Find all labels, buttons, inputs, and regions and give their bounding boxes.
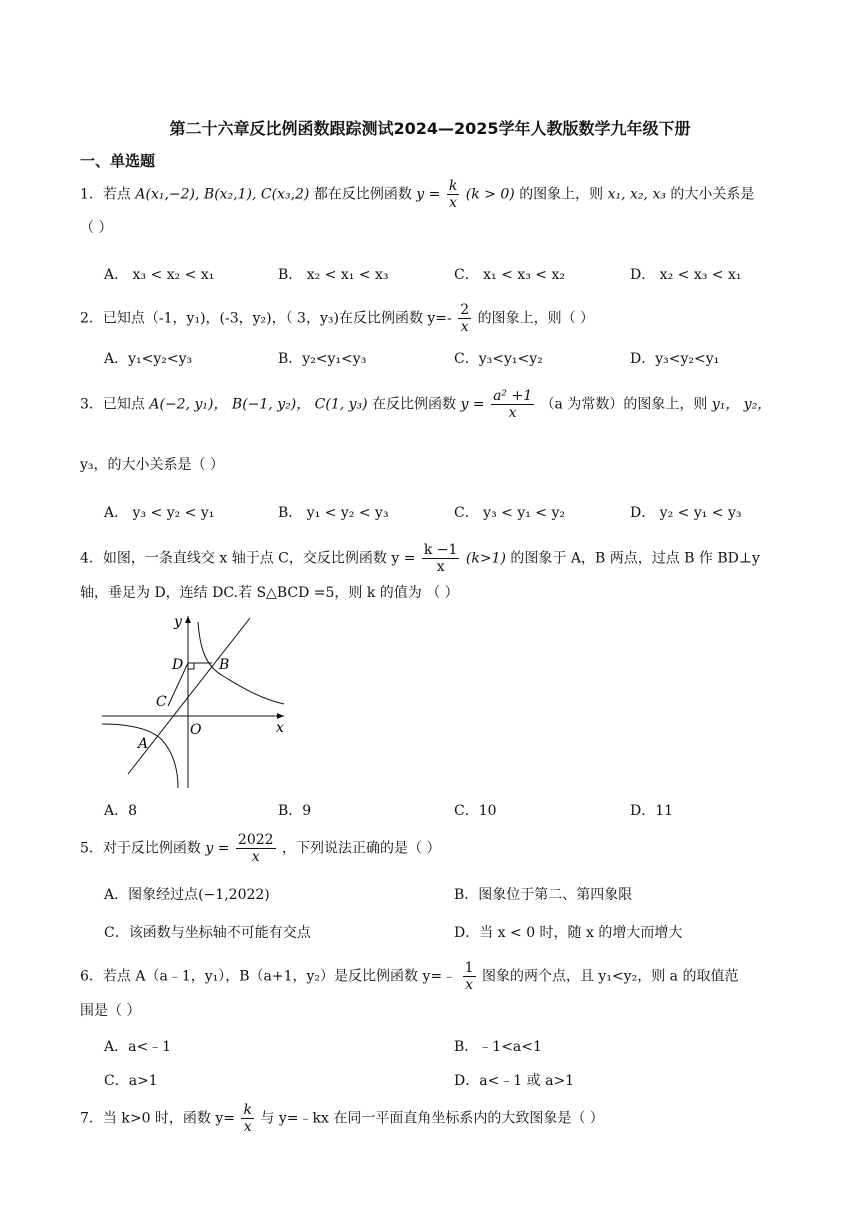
option-a[interactable]: A． y₃ < y₂ < y₁ bbox=[104, 505, 215, 521]
section-heading: 一、单选题 bbox=[80, 152, 156, 170]
q1-text: 的大小关系是 bbox=[670, 186, 755, 203]
q6-text: 6．若点 A（a﹣1，y₁），B（a+1，y₂）是反比例函数 y=﹣ bbox=[80, 968, 457, 985]
q4-condition: (k>1) bbox=[465, 550, 506, 567]
x-axis-arrow bbox=[277, 713, 284, 719]
q1-fraction: $\frac{k}{x}$ bbox=[448, 178, 458, 211]
option-d[interactable]: D．a<﹣1 或 a>1 bbox=[454, 1073, 575, 1089]
q3-options bbox=[104, 502, 810, 524]
option-d[interactable]: D．y₃<y₂<y₁ bbox=[630, 351, 720, 367]
option-c[interactable]: C．10 bbox=[454, 803, 497, 819]
page-title: 第二十六章反比例函数跟踪测试2024—2025学年人教版数学九年级下册 bbox=[169, 119, 691, 138]
option-b[interactable]: B．﹣1<a<1 bbox=[454, 1039, 542, 1055]
q4-function-lhs: y = bbox=[391, 550, 416, 567]
label-a: A bbox=[138, 736, 149, 752]
option-a[interactable]: A．a<﹣1 bbox=[104, 1039, 172, 1055]
q5-text: 5．对于反比例函数 bbox=[80, 840, 201, 857]
question-6-line2: 围是（ ） bbox=[80, 1003, 141, 1019]
q4-fraction: $\frac{k -1}{x}$ bbox=[423, 542, 458, 575]
answer-paren: （ ） bbox=[80, 220, 113, 236]
q3-variables: y₁， y₂， bbox=[711, 396, 772, 413]
q4-figure bbox=[98, 610, 290, 792]
q1-function-lhs: y = bbox=[416, 186, 441, 203]
option-a[interactable]: A．y₁<y₂<y₃ bbox=[104, 351, 193, 367]
option-b[interactable]: B．y₂<y₁<y₃ bbox=[278, 351, 367, 367]
option-d[interactable]: D． x₂ < x₃ < x₁ bbox=[630, 267, 742, 283]
option-b[interactable]: B． x₂ < x₁ < x₃ bbox=[278, 267, 389, 283]
q4-options bbox=[104, 800, 810, 822]
q6-options-row1 bbox=[104, 1036, 810, 1058]
option-d[interactable]: D．当 x < 0 时，随 x 的增大而增大 bbox=[454, 925, 683, 941]
q5-options-row1 bbox=[104, 884, 810, 906]
label-b: B bbox=[219, 657, 230, 673]
option-c[interactable]: C． x₁ < x₃ < x₂ bbox=[454, 267, 565, 283]
label-d: D bbox=[172, 657, 184, 673]
q7-text: 7．当 k>0 时，函数 y= bbox=[80, 1110, 236, 1127]
q1-options bbox=[104, 264, 810, 286]
label-y: y bbox=[174, 614, 182, 630]
question-4-line2: 轴，垂足为 D，连结 DC.若 S△BCD =5，则 k 的值为 （ ） bbox=[80, 585, 459, 601]
option-c[interactable]: C．该函数与坐标轴不可能有交点 bbox=[104, 925, 311, 941]
question-4 bbox=[80, 542, 810, 575]
option-d[interactable]: D． y₂ < y₁ < y₃ bbox=[630, 505, 742, 521]
right-angle-mark bbox=[188, 663, 194, 669]
label-o: O bbox=[190, 722, 202, 738]
q7-text: 与 y=﹣kx 在同一平面直角坐标系内的大致图象是（ ） bbox=[260, 1110, 604, 1127]
q5-options-row2 bbox=[104, 922, 810, 944]
q3-text: 在反比例函数 bbox=[372, 396, 457, 413]
q4-text: 4．如图，一条直线交 x 轴于点 C，交反比例函数 bbox=[80, 550, 387, 567]
q7-fraction: $\frac{k}{x}$ bbox=[243, 1102, 252, 1135]
q2-options bbox=[104, 348, 810, 370]
q4-text: 的图象于 A，B 两点，过点 B 作 BD⊥y bbox=[510, 550, 760, 567]
question-7 bbox=[80, 1102, 810, 1135]
option-b[interactable]: B． y₁ < y₂ < y₃ bbox=[278, 505, 389, 521]
q3-function-lhs: y = bbox=[460, 396, 485, 413]
q1-text: 都在反比例函数 bbox=[313, 186, 412, 203]
q2-text: 2．已知点（-1，y₁)，(-3，y₂)，（ 3，y₃)在反比例函数 y=- bbox=[80, 310, 452, 327]
question-3 bbox=[80, 388, 810, 421]
option-a[interactable]: A．8 bbox=[104, 803, 138, 819]
q5-text: ，下列说法正确的是（ ） bbox=[282, 840, 441, 857]
option-c[interactable]: C．a>1 bbox=[104, 1073, 158, 1089]
q6-text: 图象的两个点，且 y₁<y₂，则 a 的取值范 bbox=[481, 968, 739, 985]
question-6 bbox=[80, 960, 810, 993]
q1-text: 的图象上，则 bbox=[519, 186, 604, 203]
option-a[interactable]: A． x₃ < x₂ < x₁ bbox=[104, 267, 215, 283]
option-b[interactable]: B．9 bbox=[278, 803, 312, 819]
q2-fraction: $\frac{2}{x}$ bbox=[460, 302, 470, 335]
option-c[interactable]: C． y₃ < y₁ < y₂ bbox=[454, 505, 565, 521]
q3-text: （a 为常数）的图象上，则 bbox=[540, 396, 708, 413]
option-d[interactable]: D．11 bbox=[630, 803, 674, 819]
q6-fraction: $\frac{1}{x}$ bbox=[464, 960, 474, 993]
question-3-line2: y₃，的大小关系是（ ） bbox=[80, 457, 224, 473]
label-c: C bbox=[156, 694, 167, 710]
question-2 bbox=[80, 302, 810, 335]
q1-variables: x₁, x₂, x₃ bbox=[607, 186, 666, 203]
question-1 bbox=[80, 178, 810, 239]
q1-points: A(x₁,−2), B(x₂,1), C(x₃,2) bbox=[135, 186, 310, 203]
curve-quadrant-3 bbox=[102, 724, 178, 788]
q5-fraction: $\frac{2022}{x}$ bbox=[237, 832, 274, 865]
q3-fraction: $\frac{\text{a² +1}}{x}$ bbox=[493, 388, 533, 421]
option-c[interactable]: C．y₃<y₁<y₂ bbox=[454, 351, 543, 367]
q6-options-row2 bbox=[104, 1070, 810, 1092]
q2-text: 的图象上，则（ ） bbox=[477, 310, 595, 327]
q5-function-lhs: y = bbox=[205, 840, 230, 857]
q3-text: 3．已知点 bbox=[80, 396, 145, 413]
y-axis-arrow bbox=[185, 616, 191, 623]
q1-condition: (k > 0) bbox=[465, 186, 515, 203]
q3-points: A(−2, y₁)， B(−1, y₂)， C(1, y₃) bbox=[149, 396, 368, 413]
option-a[interactable]: A．图象经过点(−1,2022) bbox=[104, 887, 270, 903]
option-b[interactable]: B．图象位于第二、第四象限 bbox=[454, 887, 633, 903]
q1-text: 1．若点 bbox=[80, 186, 131, 203]
label-x: x bbox=[276, 720, 284, 736]
question-5 bbox=[80, 832, 810, 865]
